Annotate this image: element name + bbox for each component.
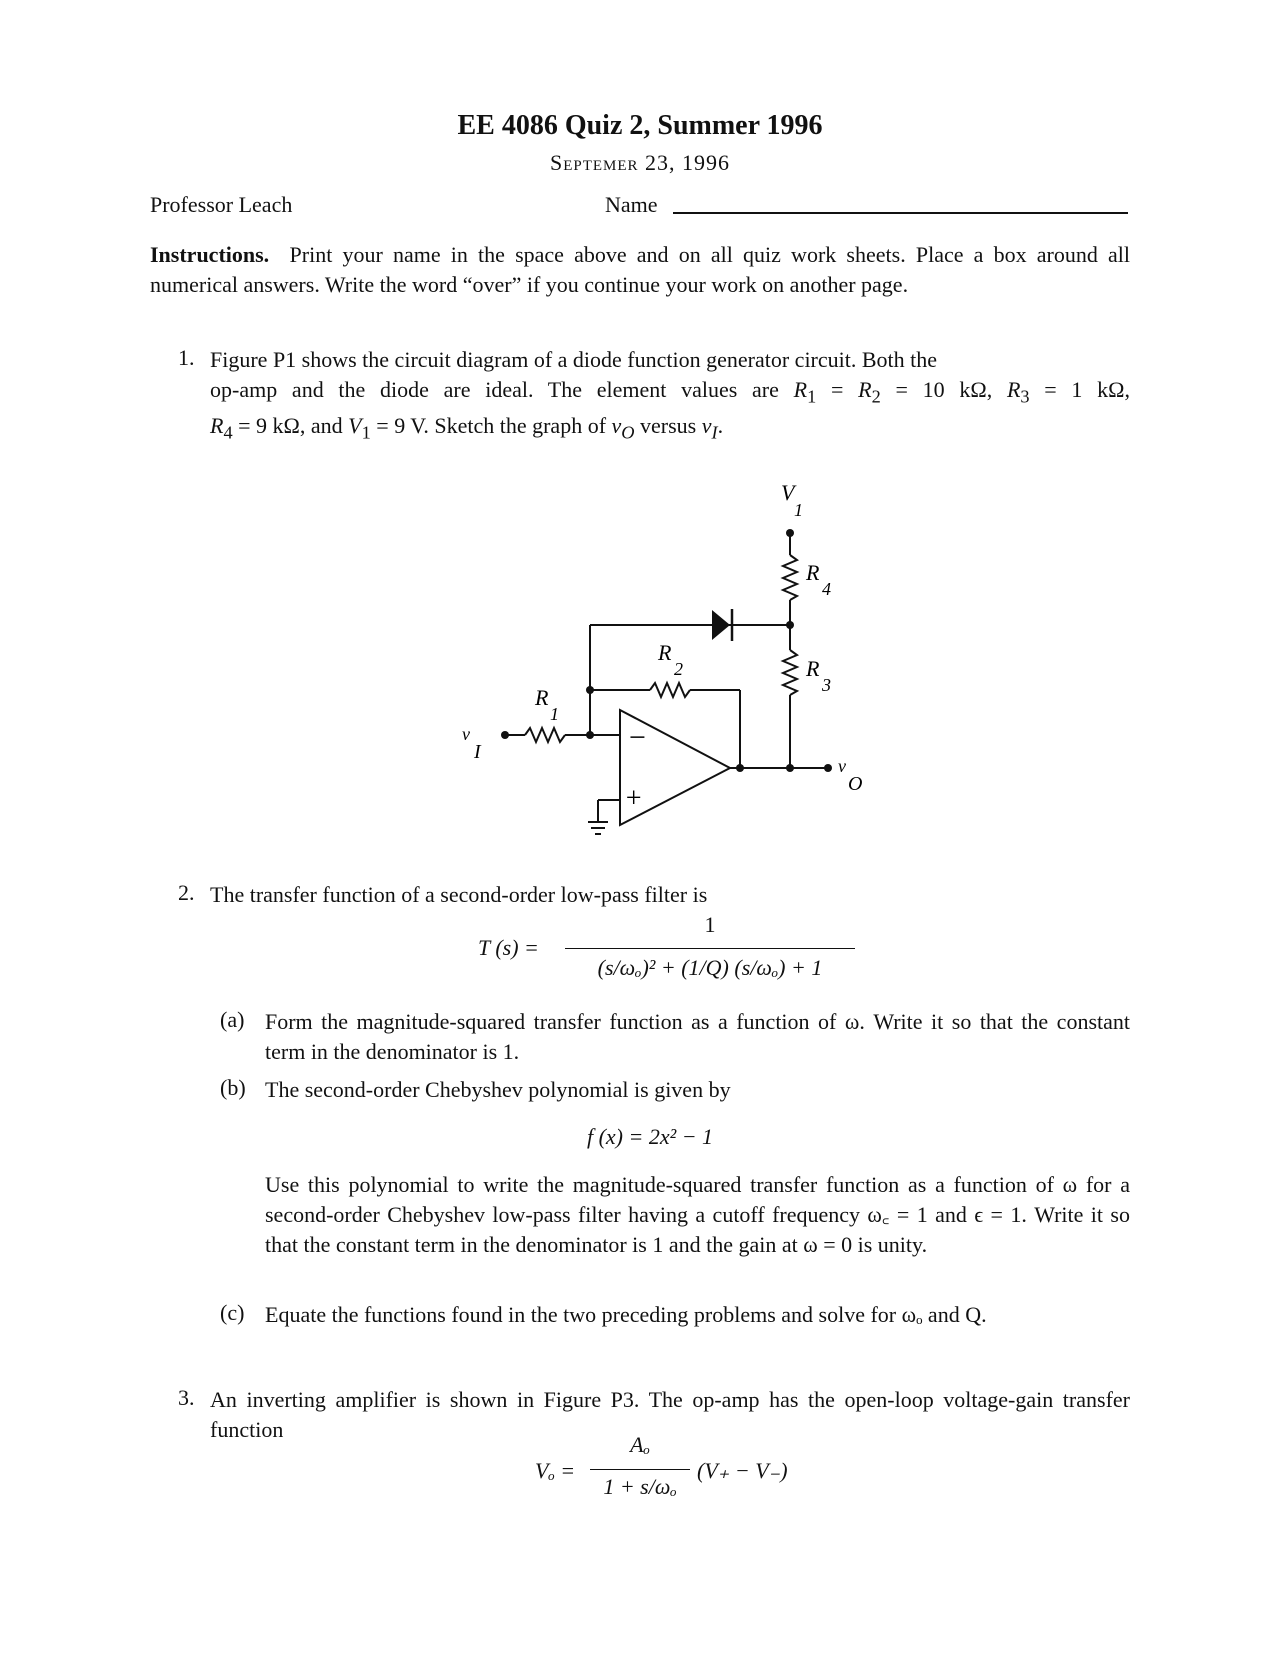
label-r4: R	[806, 560, 820, 585]
label-vi-sub: I	[474, 741, 481, 763]
r4-resistor	[783, 555, 797, 600]
page-title: EE 4086 Quiz 2, Summer 1996	[457, 110, 823, 141]
problem-1-line-3a: = 9 kΩ, and	[238, 413, 343, 439]
instructions	[150, 240, 1130, 300]
label-r2-sub: 2	[674, 659, 683, 679]
tf-lhs: T (s) =	[478, 935, 539, 960]
problem-3-number: 3.	[178, 1385, 195, 1410]
problem-2c-text: Equate the functions found in the two preceding problems and solve for ωₒ and Q.	[265, 1302, 987, 1327]
problem-2c-label: (c)	[220, 1300, 245, 1325]
problem-3-text: An inverting amplifier is shown in Figure P3. The op-amp has the open-loop voltage-gain transfer function	[210, 1387, 1130, 1442]
label-v1-sub: 1	[794, 500, 803, 520]
diode-icon	[712, 609, 732, 641]
tf-numerator: 1	[704, 912, 716, 937]
problem-1-line-2: op-amp and the diode are ideal. The element values are $R_1 = R_2 = 10$ kΩ, $R_3 = 1$ kΩ,	[210, 377, 1131, 407]
problem-2a-text: Form the magnitude-squared transfer function as a function of ω. Write it so that the constant term in the denominator is 1.	[265, 1009, 1130, 1064]
label-r4-sub: 4	[822, 579, 831, 599]
instructions-text: Print your name in the space above and on all quiz work sheets. Place a box around all numerical answers. Write the word “over” if you continue your work on another page.	[150, 242, 1130, 297]
tf-fraction-bar	[565, 948, 855, 949]
problem-1-line-3: $R_4 = 9$ kΩ, and $V_1 = 9$ V. Sketch the graph of $v_O$ versus $v_I$.	[210, 413, 724, 443]
problem-2b-text: The second-order Chebyshev polynomial is given by	[265, 1077, 731, 1102]
problem-2-number: 2.	[178, 880, 195, 905]
label-plus: +	[624, 783, 643, 814]
gain-eq-fraction-bar	[590, 1469, 690, 1470]
professor-name: Professor Leach	[150, 192, 293, 217]
gain-eq-rhs: (V₊ − V₋)	[697, 1458, 788, 1483]
label-v1: V	[781, 480, 795, 505]
problem-1-line-1: Figure P1 shows the circuit diagram of a diode function generator circuit. Both the	[210, 347, 938, 372]
gain-eq-lhs: Vₒ =	[535, 1458, 576, 1483]
r1-resistor	[525, 728, 565, 742]
label-vo-sub: O	[848, 773, 863, 795]
problem-1-line-2c: = 1 kΩ,	[1044, 377, 1131, 402]
problem-1-line-3c: versus	[640, 413, 697, 439]
label-vo: v	[838, 756, 846, 776]
label-minus: −	[627, 721, 648, 754]
name-label: Name	[605, 192, 658, 217]
problem-1-line-2a: op-amp and the diode are ideal. The element values are	[210, 377, 779, 402]
label-r2: R	[658, 640, 672, 665]
label-r3-sub: 3	[822, 675, 831, 695]
problem-1-text	[210, 345, 1130, 448]
quiz-date: Septemer 23, 1996	[549, 150, 731, 175]
instructions-label: Instructions.	[150, 242, 270, 267]
problem-2-intro: The transfer function of a second-order low-pass filter is	[210, 882, 708, 907]
r2-resistor	[650, 683, 690, 697]
label-r1-sub: 1	[550, 704, 559, 724]
label-vi: v	[462, 724, 470, 744]
label-r3: R	[806, 656, 820, 681]
label-r1: R	[535, 685, 549, 710]
problem-2b-label: (b)	[220, 1075, 246, 1100]
circuit-diagram-p1	[440, 470, 880, 850]
problem-2b-text-2: Use this polynomial to write the magnitude-squared transfer function as a function of ω for a second-order Chebyshev low-pass filter having a cutoff frequency ω꜀ = 1 and ϵ = 1. Write it so that the constant term in the denominator is 1 and the gain at ω = 0 is unity.	[265, 1172, 1130, 1257]
problem-1-line-3b: = 9 V. Sketch the graph of	[376, 413, 607, 439]
problem-2a-label: (a)	[220, 1007, 245, 1032]
gain-eq-denominator: 1 + s/ωₒ	[603, 1474, 677, 1499]
chebyshev-equation: f (x) = 2x² − 1	[586, 1124, 714, 1149]
name-field-line[interactable]	[673, 212, 1128, 214]
r3-resistor	[783, 650, 797, 695]
problem-1-number: 1.	[178, 345, 195, 370]
problem-1-line-2b: = 10 kΩ,	[895, 377, 993, 402]
tf-denominator: (s/ωₒ)² + (1/Q) (s/ωₒ) + 1	[597, 955, 823, 980]
gain-eq-numerator: Aₒ	[630, 1432, 650, 1457]
